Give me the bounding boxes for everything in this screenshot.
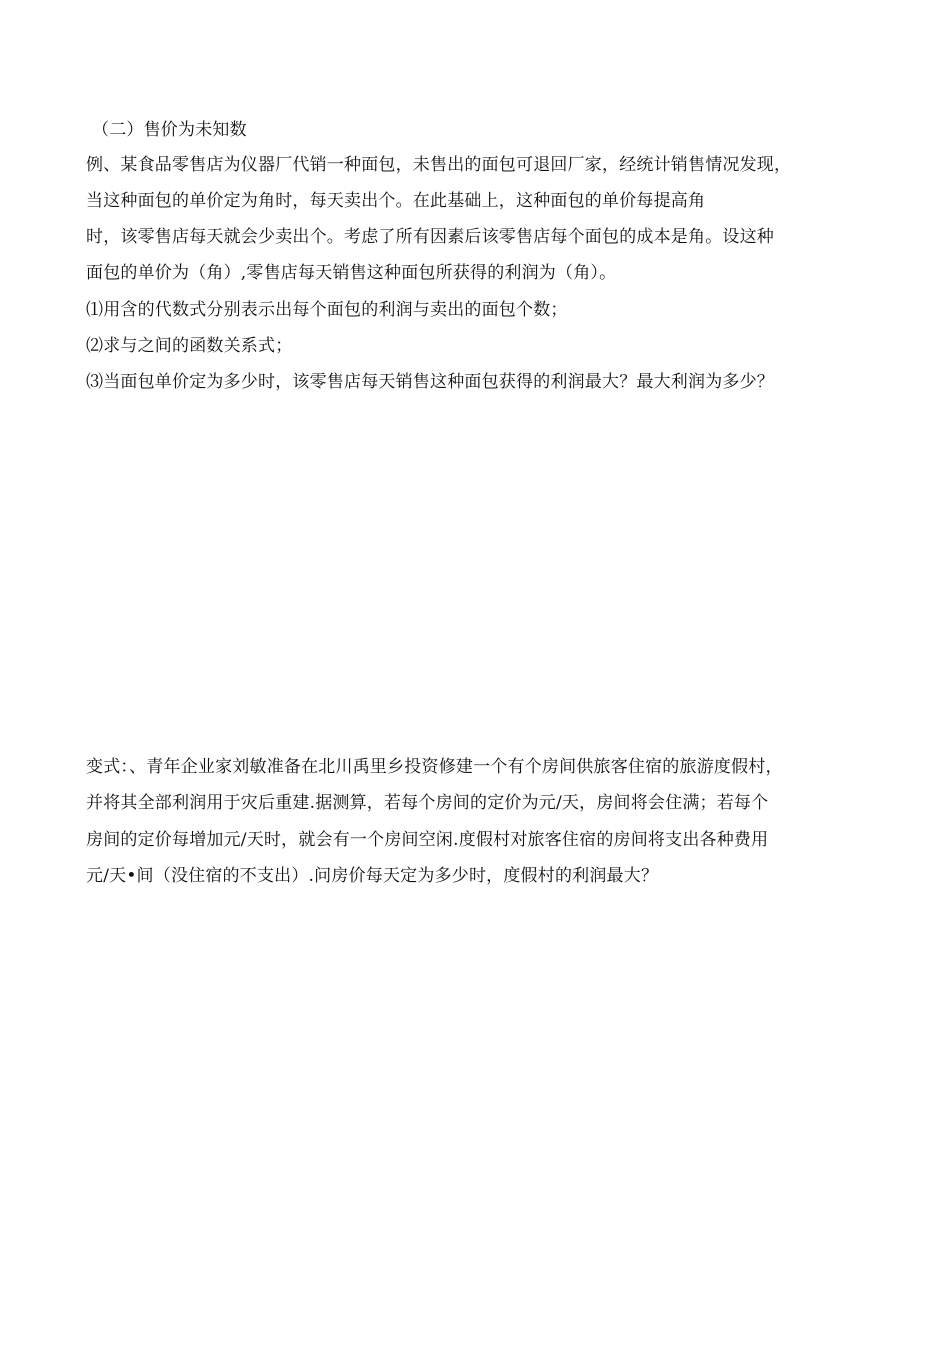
example-line-1: 例、某食品零售店为仪器厂代销一种面包，未售出的面包可退回厂家，经统计销售情况发现， [86,155,792,175]
example-line-3: 时，该零售店每天就会少卖出个。考虑了所有因素后该零售店每个面包的成本是角。设这种 [86,227,774,247]
variant-line-3: 房间的定价每增加元/天时，就会有一个房间空闲.度假村对旅客住宿的房间将支出各种费用 [86,830,769,850]
variant-line-4: 元/天•间（没住宿的不支出）.问房价每天定为多少时，度假村的利润最大？ [86,866,659,886]
variant-line-2: 并将其全部利润用于灾后重建.据测算，若每个房间的定价为元/天，房间将会住满；若每个 [86,793,769,813]
section-heading: （二）售价为未知数 [92,120,247,140]
question-3: ⑶当面包单价定为多少时，该零售店每天销售这种面包获得的利润最大？最大利润为多少？ [86,372,774,392]
question-2: ⑵求与之间的函数关系式； [86,336,293,356]
example-line-2: 当这种面包的单价定为角时，每天卖出个。在此基础上，这种面包的单价每提高角 [86,191,706,211]
variant-line-1: 变式：、青年企业家刘敏准备在北川禹里乡投资修建一个有个房间供旅客住宿的旅游度假村， [86,757,783,777]
question-1: ⑴用含的代数式分别表示出每个面包的利润与卖出的面包个数； [86,300,568,320]
example-line-4: 面包的单价为（角）,零售店每天销售这种面包所获得的利润为（角）。 [86,263,617,283]
